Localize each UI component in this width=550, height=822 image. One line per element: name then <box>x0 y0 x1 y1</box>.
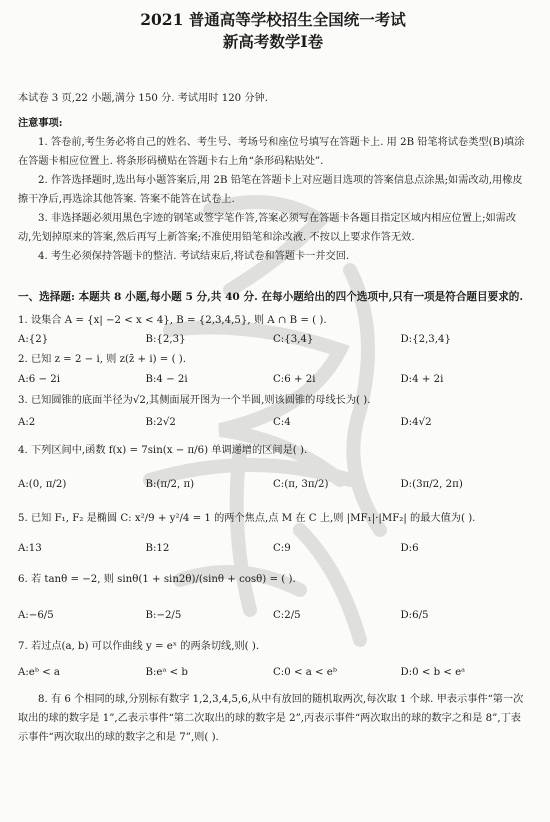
question-1-stem: 1. 设集合 A = {x| −2 < x < 4}, B = {2,3,4,5}, 则 A ∩ B = ( ). <box>18 315 327 326</box>
option-c: C:{3,4} <box>273 334 314 345</box>
option-c: C:(π, 3π/2) <box>273 479 329 490</box>
question-2-stem: 2. 已知 z = 2 − i, 则 z(z̄ + i) = ( ). <box>18 354 186 365</box>
question-5-stem: 5. 已知 F₁, F₂ 是椭圆 C: x²/9 + y²/4 = 1 的两个焦点,点 M 在 C 上,则 |MF₁|·|MF₂| 的最大值为( ). <box>18 513 476 524</box>
option-d: D:0 < b < eᵃ <box>400 667 466 678</box>
option-d: D:6 <box>400 543 419 554</box>
notes-heading: 注意事项: <box>18 117 63 129</box>
exam-intro: 本试卷 3 页,22 小题,满分 150 分. 考试用时 120 分钟. <box>18 93 269 104</box>
option-a: A:−6/5 <box>18 610 54 621</box>
option-a: A:6 − 2i <box>18 374 61 385</box>
option-c: C:9 <box>273 543 291 554</box>
question-1-options <box>18 330 528 350</box>
option-a: A:13 <box>18 543 42 554</box>
question-7-options <box>18 660 528 686</box>
option-d: D:4√2 <box>400 417 432 428</box>
question-2-options <box>18 370 528 390</box>
option-a: A:(0, π/2) <box>18 479 67 490</box>
section-heading: 一、选择题: 本题共 8 小题,每小题 5 分,共 40 分. 在每小题给出的四个选项中,只有一项是符合题目要求的. <box>18 291 524 303</box>
option-d: D:(3π/2, 2π) <box>400 479 463 490</box>
question-6-options <box>18 598 528 634</box>
note-1: 1. 答卷前,考生务必将自己的姓名、考生号、考场号和座位号填写在答题卡上. 用 2B 铅笔将试卷类型(B)填涂在答题卡相应位置上. 将条形码横贴在答题卡右上角“条形码粘贴处”. <box>18 137 525 167</box>
question-5-options <box>18 536 528 562</box>
option-d: D:4 + 2i <box>400 374 444 385</box>
question-6-stem: 6. 若 tanθ = −2, 则 sinθ(1 + sin2θ)/(sinθ + cosθ) = ( ). <box>18 574 296 585</box>
option-b: B:(π/2, π) <box>145 479 195 490</box>
question-3-stem: 3. 已知圆锥的底面半径为√2,其侧面展开图为一个半圆,则该圆锥的母线长为( ). <box>18 395 371 406</box>
question-7-stem: 7. 若过点(a, b) 可以作曲线 y = eˣ 的两条切线,则( ). <box>18 641 260 652</box>
option-b: B:2√2 <box>145 417 176 428</box>
option-b: B:eᵃ < b <box>145 667 188 678</box>
option-c: C:4 <box>273 417 291 428</box>
exam-title: 2021 普通高等学校招生全国统一考试 <box>140 10 406 29</box>
option-b: B:4 − 2i <box>145 374 188 385</box>
question-4-options <box>18 468 528 502</box>
question-4-stem: 4. 下列区间中,函数 f(x) = 7sin(x − π/6) 单调递增的区间是( ). <box>18 445 308 456</box>
question-8: 8. 有 6 个相同的球,分别标有数字 1,2,3,4,5,6,从中有放回的随机取两次,每次取 1 个球. 甲表示事件“第一次取出的球的数字是 1”,乙表示事件“第二次取出的球的数字是 2”,丙表示事件“两次取出的球的数字之和是 8”,丁表示事件“两次取出的球的数字之和是 7”,则( ). <box>18 694 524 743</box>
exam-subtitle: 新高考数学Ⅰ卷 <box>222 32 324 51</box>
question-3-options <box>18 412 528 434</box>
note-2: 2. 作答选择题时,选出每小题答案后,用 2B 铅笔在答题卡上对应题目选项的答案信息点涂黑;如需改动,用橡皮擦干净后,再选涂其他答案. 答案不能答在试卷上. <box>18 175 523 205</box>
option-c: C:2/5 <box>273 610 301 621</box>
option-a: A:2 <box>18 417 36 428</box>
option-b: B:{2,3} <box>145 334 186 345</box>
option-d: D:6/5 <box>400 610 429 621</box>
option-b: B:−2/5 <box>145 610 182 621</box>
option-c: C:0 < a < eᵇ <box>273 667 337 678</box>
option-a: A:eᵇ < a <box>18 667 60 678</box>
option-b: B:12 <box>145 543 170 554</box>
note-3: 3. 非选择题必须用黑色字迹的钢笔或签字笔作答,答案必须写在答题卡各题目指定区域内相应位置上;如需改动,先划掉原来的答案,然后再写上新答案;不准使用铅笔和涂改液. 不按以上要求作答无效. <box>18 213 517 243</box>
note-4: 4. 考生必须保持答题卡的整洁. 考试结束后,将试卷和答题卡一并交回. <box>38 251 350 262</box>
option-c: C:6 + 2i <box>273 374 316 385</box>
option-d: D:{2,3,4} <box>400 334 451 345</box>
option-a: A:{2} <box>18 334 49 345</box>
